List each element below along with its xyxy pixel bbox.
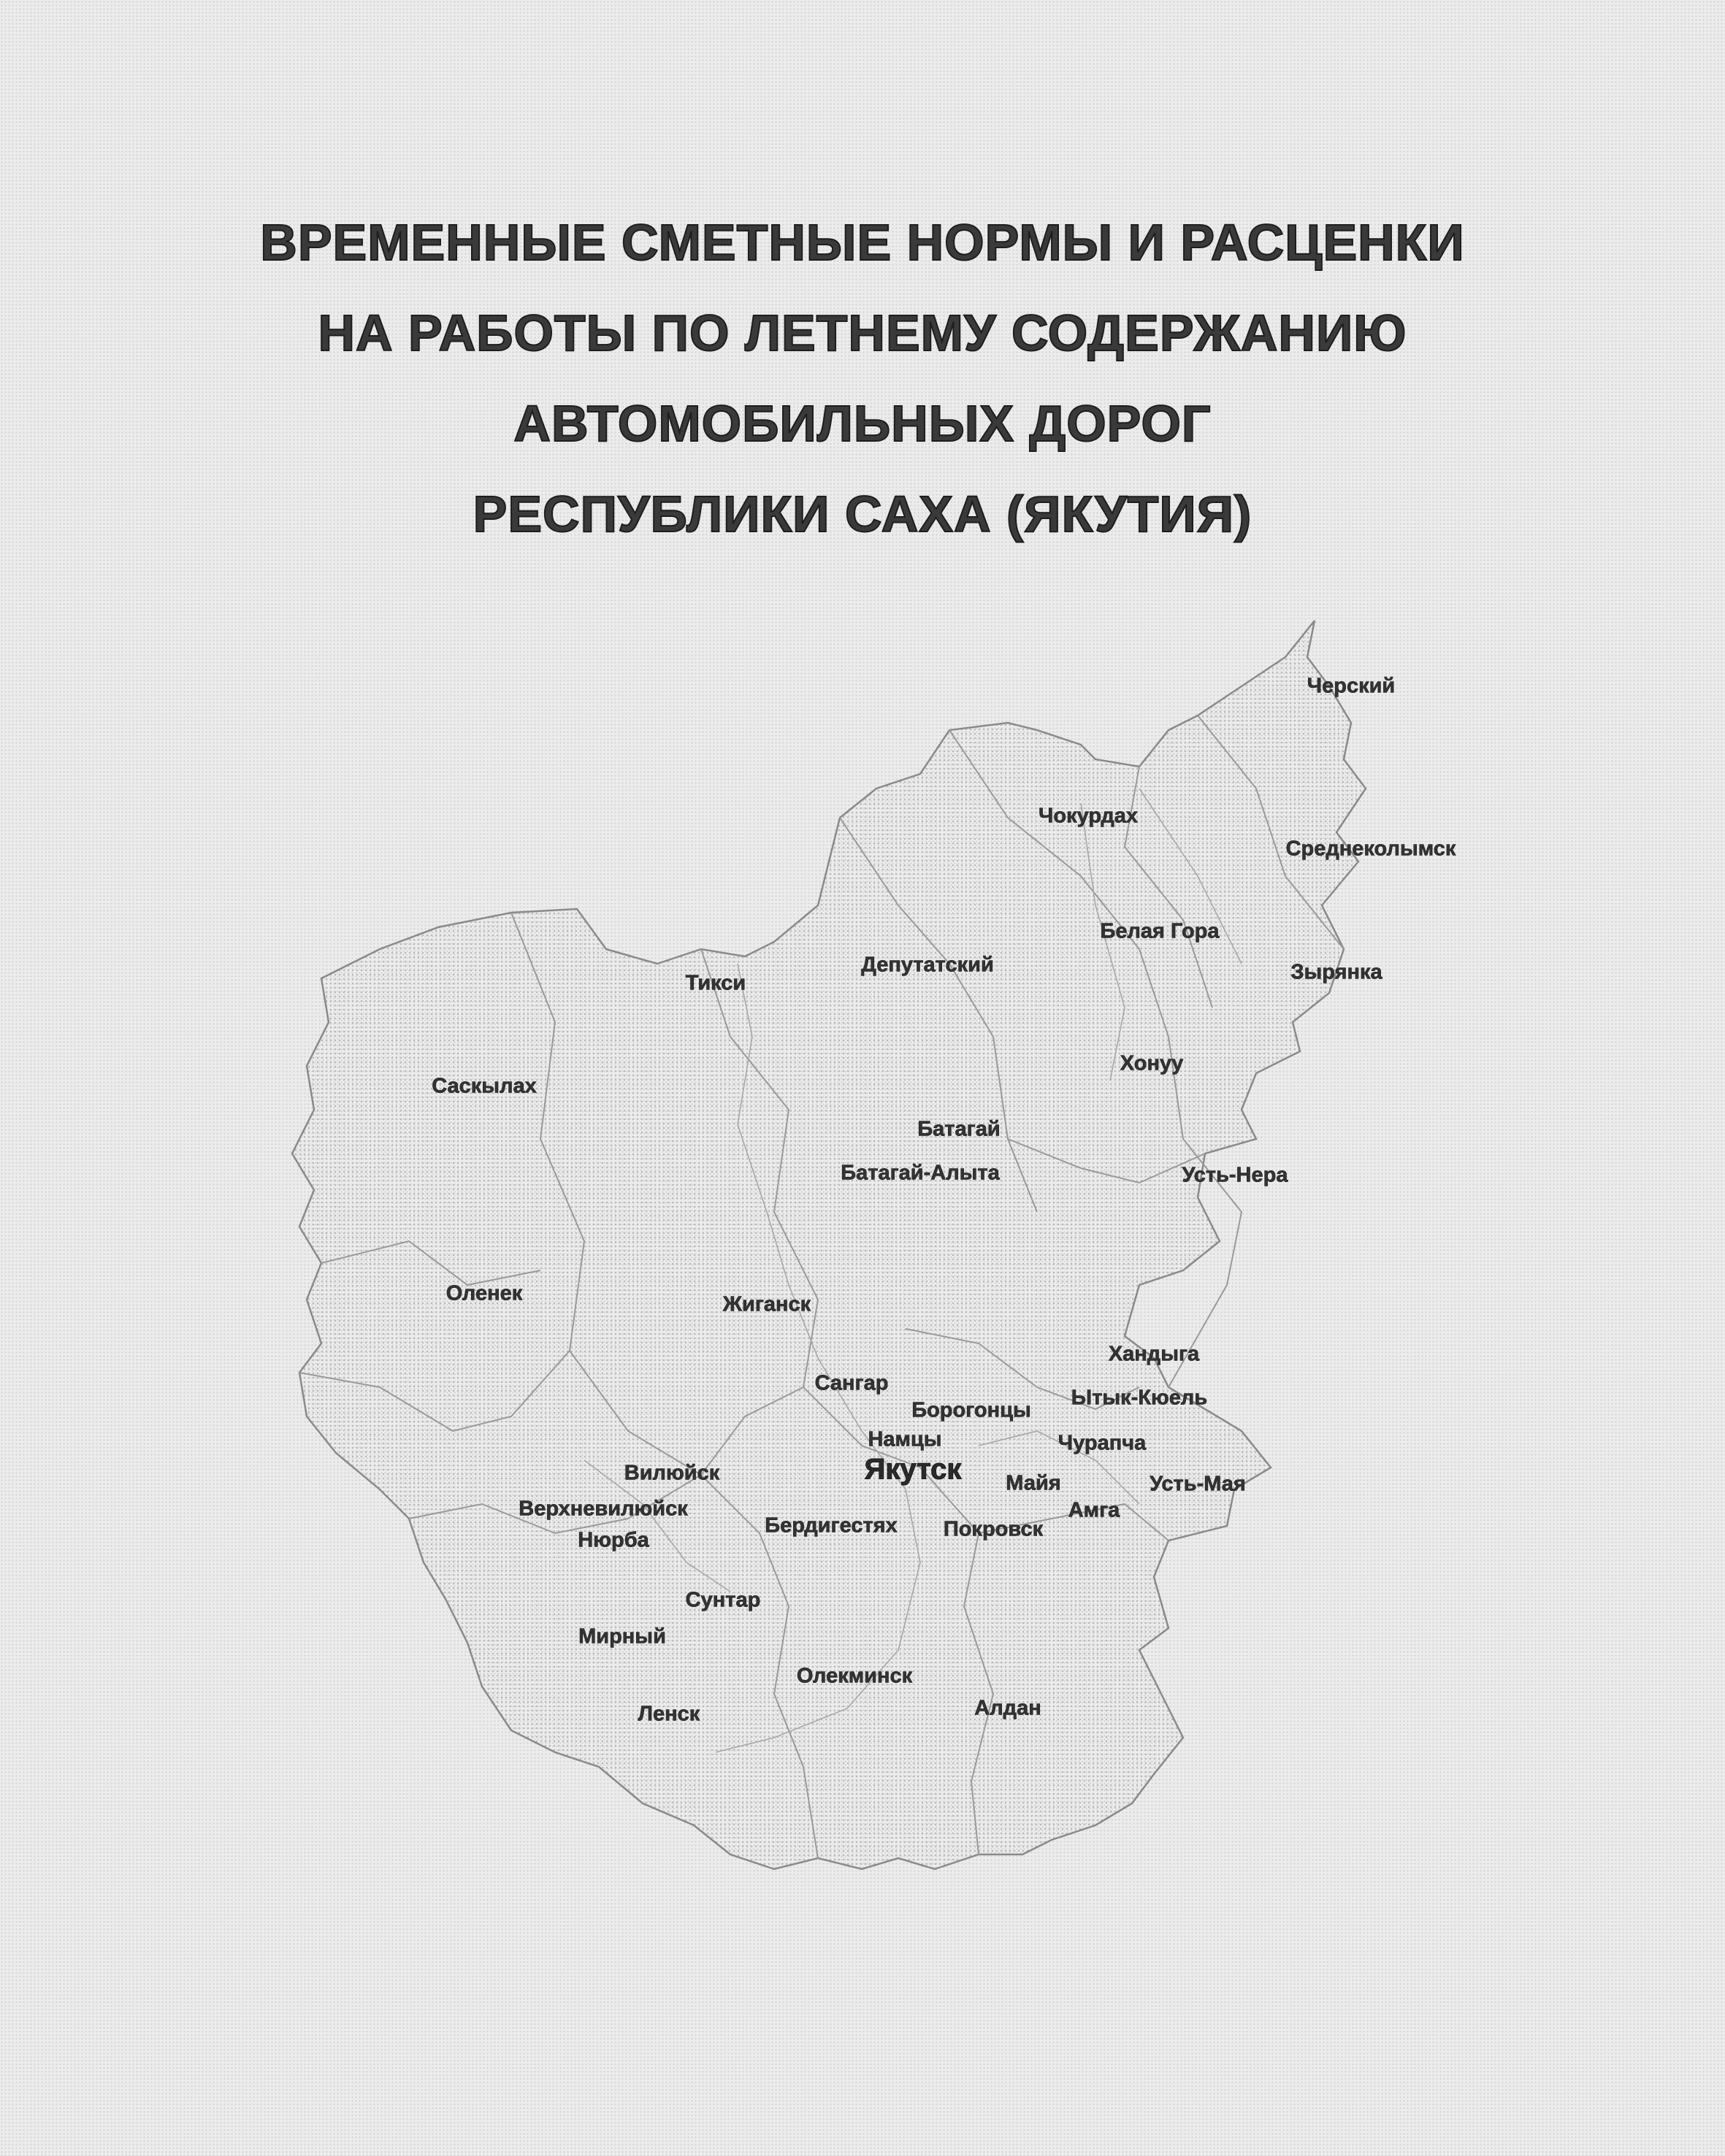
city-label: Борогонцы [911, 1398, 1031, 1422]
city-label: Хонуу [1120, 1051, 1184, 1075]
city-label: Черский [1307, 674, 1396, 698]
city-label: Покровск [943, 1517, 1044, 1541]
city-label: Батагай [917, 1117, 1001, 1141]
city-label: Сангар [814, 1371, 889, 1395]
city-label: Белая Гора [1100, 919, 1220, 943]
city-label: Усть-Нера [1182, 1163, 1288, 1187]
city-label: Зырянка [1290, 960, 1382, 984]
city-label: Оленек [445, 1281, 523, 1305]
city-label: Ленск [638, 1702, 700, 1726]
city-label: Хандыга [1108, 1342, 1200, 1366]
city-label: Тикси [685, 971, 746, 995]
city-label: Усть-Мая [1150, 1472, 1246, 1496]
city-label: Чурапча [1057, 1431, 1147, 1455]
title-line-4: РЕСПУБЛИКИ САХА (ЯКУТИЯ) [473, 486, 1252, 542]
city-label: Саскылах [432, 1074, 537, 1098]
city-label: Жиганск [722, 1292, 811, 1316]
city-label: Верхневилюйск [519, 1497, 688, 1521]
title-line-3: АВТОМОБИЛЬНЫХ ДОРОГ [513, 395, 1212, 452]
city-label: Алдан [974, 1696, 1041, 1720]
title-line-1: ВРЕМЕННЫЕ СМЕТНЫЕ НОРМЫ И РАСЦЕНКИ [260, 214, 1465, 271]
city-label: Амга [1068, 1498, 1120, 1522]
city-label: Среднеколымск [1285, 837, 1456, 861]
city-label: Ытык-Кюель [1071, 1386, 1208, 1410]
title-line-2: НА РАБОТЫ ПО ЛЕТНЕМУ СОДЕРЖАНИЮ [318, 304, 1407, 361]
city-label: Бердигестях [765, 1514, 898, 1538]
capital-label: Якутск [864, 1453, 962, 1486]
city-label: Сунтар [685, 1588, 761, 1612]
city-label: Вилюйск [624, 1461, 720, 1485]
city-label: Батагай-Алыта [841, 1161, 1000, 1185]
city-label: Майя [1006, 1471, 1061, 1495]
city-label: Намцы [868, 1427, 942, 1451]
city-label: Мирный [578, 1624, 666, 1649]
city-label: Чокурдах [1038, 804, 1139, 828]
city-label: Депутатский [861, 953, 994, 977]
city-label: Олекминск [796, 1664, 913, 1688]
city-label: Нюрба [578, 1528, 649, 1552]
